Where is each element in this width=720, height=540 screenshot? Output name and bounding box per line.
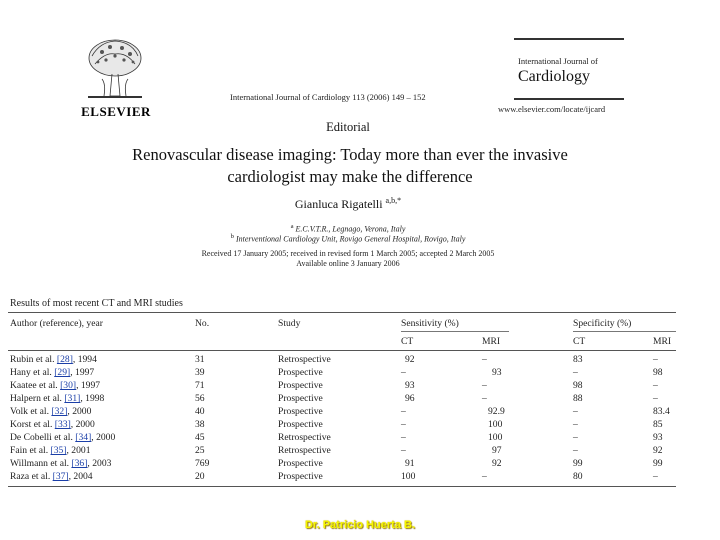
author-name: De Cobelli et al. <box>10 432 73 443</box>
reference-link[interactable]: [36] <box>71 458 88 469</box>
cell-spec-mri: 92 <box>653 445 663 456</box>
header-bottom-rule <box>8 350 676 351</box>
author-name: Volk et al. <box>10 406 49 417</box>
header-specificity: Specificity (%) <box>573 318 632 329</box>
author-name: Fain et al. <box>10 445 49 456</box>
year: , 2000 <box>70 419 95 430</box>
journal-name: Cardiology <box>518 68 590 85</box>
cell-no: 45 <box>195 432 205 443</box>
cell-sens-ct: – <box>401 432 406 443</box>
header-sensitivity: Sensitivity (%) <box>401 318 459 329</box>
received-dates: Received 17 January 2005; received in revised form 1 March 2005; accepted 2 March 2005 <box>201 249 495 258</box>
author-name: Raza et al. <box>10 471 51 482</box>
cell-spec-ct: 98 <box>573 380 583 391</box>
cell-no: 20 <box>195 471 205 482</box>
author-name: Rubin et al. <box>10 354 55 365</box>
table-row <box>8 471 676 484</box>
table-row <box>8 432 676 445</box>
header-study: Study <box>278 318 301 329</box>
reference-link[interactable]: [32] <box>51 406 68 417</box>
cell-sens-mri: 100 <box>488 419 503 430</box>
reference-link[interactable]: [29] <box>54 367 71 378</box>
header-no: No. <box>195 318 210 329</box>
header-author: Author (reference), year <box>10 318 103 329</box>
cell-spec-mri: – <box>653 380 658 391</box>
cell-spec-ct: – <box>573 445 578 456</box>
cell-sens-mri: – <box>482 393 487 404</box>
online-date: Available online 3 January 2006 <box>296 259 400 268</box>
cell-study: Prospective <box>278 406 323 417</box>
cell-no: 25 <box>195 445 205 456</box>
cell-no: 39 <box>195 367 205 378</box>
cell-study: Prospective <box>278 419 323 430</box>
cell-sens-ct: – <box>401 419 406 430</box>
cell-spec-ct: – <box>573 406 578 417</box>
cell-spec-ct: – <box>573 419 578 430</box>
cell-author <box>10 367 94 378</box>
cell-sens-mri: – <box>482 380 487 391</box>
section-label: Editorial <box>326 120 370 134</box>
cell-no: 56 <box>195 393 205 404</box>
year: , 1997 <box>76 380 101 391</box>
cell-sens-ct: – <box>401 445 406 456</box>
cell-sens-ct: 96 <box>405 393 415 404</box>
reference-link[interactable]: [35] <box>50 445 67 456</box>
author-name: Halpern et al. <box>10 393 62 404</box>
cell-study: Retrospective <box>278 432 331 443</box>
history-dates <box>70 249 626 269</box>
cell-author <box>10 419 95 430</box>
cell-study: Prospective <box>278 380 323 391</box>
cell-study: Prospective <box>278 367 323 378</box>
table-top-rule <box>8 312 676 313</box>
paper-title <box>90 144 610 188</box>
reference-link[interactable]: [33] <box>54 419 71 430</box>
cell-author <box>10 432 115 443</box>
header-sens-ct: CT <box>401 336 414 347</box>
author-name: Korst et al. <box>10 419 53 430</box>
publisher-name: ELSEVIER <box>81 104 151 119</box>
cell-no: 40 <box>195 406 205 417</box>
cell-spec-ct: 99 <box>573 458 583 469</box>
cell-spec-mri: 98 <box>653 367 663 378</box>
year: , 2000 <box>67 406 92 417</box>
cell-spec-mri: 93 <box>653 432 663 443</box>
cell-no: 38 <box>195 419 205 430</box>
table-row <box>8 458 676 471</box>
cell-author <box>10 380 100 391</box>
affiliation-text: Interventional Cardiology Unit, Rovigo General Hospital, Rovigo, Italy <box>235 234 466 244</box>
year: , 2001 <box>66 445 91 456</box>
cell-spec-ct: – <box>573 432 578 443</box>
cell-spec-mri: 83.4 <box>653 406 670 417</box>
paper-title-line-1: Renovascular disease imaging: Today more than ever the invasive <box>132 145 568 164</box>
journal-subtitle: International Journal of <box>518 56 598 66</box>
cell-study: Retrospective <box>278 354 331 365</box>
year: , 1994 <box>72 354 97 365</box>
table-row <box>8 445 676 458</box>
cell-sens-mri: – <box>482 471 487 482</box>
reference-link[interactable]: [31] <box>64 393 81 404</box>
cell-sens-ct: – <box>401 406 406 417</box>
table-bottom-rule <box>8 486 676 487</box>
cell-sens-ct: – <box>401 367 406 378</box>
journal-url[interactable]: www.elsevier.com/locate/ijcard <box>498 104 606 114</box>
reference-link[interactable]: [28] <box>56 354 73 365</box>
cell-no: 769 <box>195 458 210 469</box>
cell-sens-ct: 91 <box>405 458 415 469</box>
table-row <box>8 393 676 406</box>
cell-sens-mri: 97 <box>492 445 502 456</box>
header-spec-ct: CT <box>573 336 586 347</box>
cell-spec-mri: – <box>653 471 658 482</box>
cell-sens-ct: 93 <box>405 380 415 391</box>
reference-link[interactable]: [37] <box>52 471 69 482</box>
cell-spec-ct: 83 <box>573 354 583 365</box>
cell-study: Retrospective <box>278 445 331 456</box>
citation-line: International Journal of Cardiology 113 (2006) 149 – 152 <box>230 92 426 102</box>
cell-sens-mri: 93 <box>492 367 502 378</box>
cell-spec-mri: – <box>653 354 658 365</box>
cell-spec-ct: 88 <box>573 393 583 404</box>
reference-link[interactable]: [30] <box>60 380 77 391</box>
author-line <box>70 196 626 212</box>
table-row <box>8 367 676 380</box>
cell-author <box>10 393 104 404</box>
elsevier-tree-logo <box>80 34 150 104</box>
author-name: Kaatee et al. <box>10 380 58 391</box>
cell-sens-mri: 100 <box>488 432 503 443</box>
cell-sens-ct: 100 <box>401 471 416 482</box>
cell-author <box>10 458 111 469</box>
cell-author <box>10 354 97 365</box>
cell-study: Prospective <box>278 393 323 404</box>
cell-sens-mri: 92.9 <box>488 406 505 417</box>
reference-link[interactable]: [34] <box>75 432 92 443</box>
masthead-rule <box>514 98 624 100</box>
paper-header <box>70 20 626 278</box>
sensitivity-underline <box>401 331 509 332</box>
header-spec-mri: MRI <box>653 336 672 347</box>
table-title: Results of most recent CT and MRI studies <box>10 298 183 309</box>
specificity-underline <box>573 331 676 332</box>
cell-sens-mri: – <box>482 354 487 365</box>
year: , 2003 <box>87 458 112 469</box>
cell-spec-ct: – <box>573 367 578 378</box>
journal-masthead <box>514 38 624 100</box>
affiliation-b <box>70 233 626 244</box>
cell-spec-mri: 99 <box>653 458 663 469</box>
cell-sens-mri: 92 <box>492 458 502 469</box>
cell-no: 31 <box>195 354 205 365</box>
table-row <box>8 380 676 393</box>
cell-no: 71 <box>195 380 205 391</box>
affiliation-mark: b <box>230 233 234 240</box>
cell-study: Prospective <box>278 458 323 469</box>
header-sens-mri: MRI <box>482 336 501 347</box>
paper-title-line-2: cardiologist may make the difference <box>227 167 473 186</box>
results-table <box>8 298 676 490</box>
table-row <box>8 354 676 367</box>
year: , 2004 <box>68 471 93 482</box>
author-name: Hany et al. <box>10 367 52 378</box>
cell-spec-mri: 85 <box>653 419 663 430</box>
cell-author <box>10 406 91 417</box>
table-row <box>8 406 676 419</box>
author-name: Willmann et al. <box>10 458 70 469</box>
year: , 1998 <box>80 393 105 404</box>
author-superscript: a,b,* <box>385 196 402 205</box>
author-name: Gianluca Rigatelli <box>294 197 383 211</box>
affiliation-text: E.C.V.T.R., Legnago, Verona, Italy <box>295 224 406 234</box>
cell-sens-ct: 92 <box>405 354 415 365</box>
year: , 2000 <box>91 432 116 443</box>
affiliation-mark: a <box>290 223 294 230</box>
cell-author <box>10 471 93 482</box>
table-row <box>8 419 676 432</box>
cell-spec-mri: – <box>653 393 658 404</box>
year: , 1997 <box>70 367 95 378</box>
cell-study: Prospective <box>278 471 323 482</box>
author-credit: Dr. Patricio Huerta B. <box>304 519 416 531</box>
cell-spec-ct: 80 <box>573 471 583 482</box>
cell-author <box>10 445 90 456</box>
